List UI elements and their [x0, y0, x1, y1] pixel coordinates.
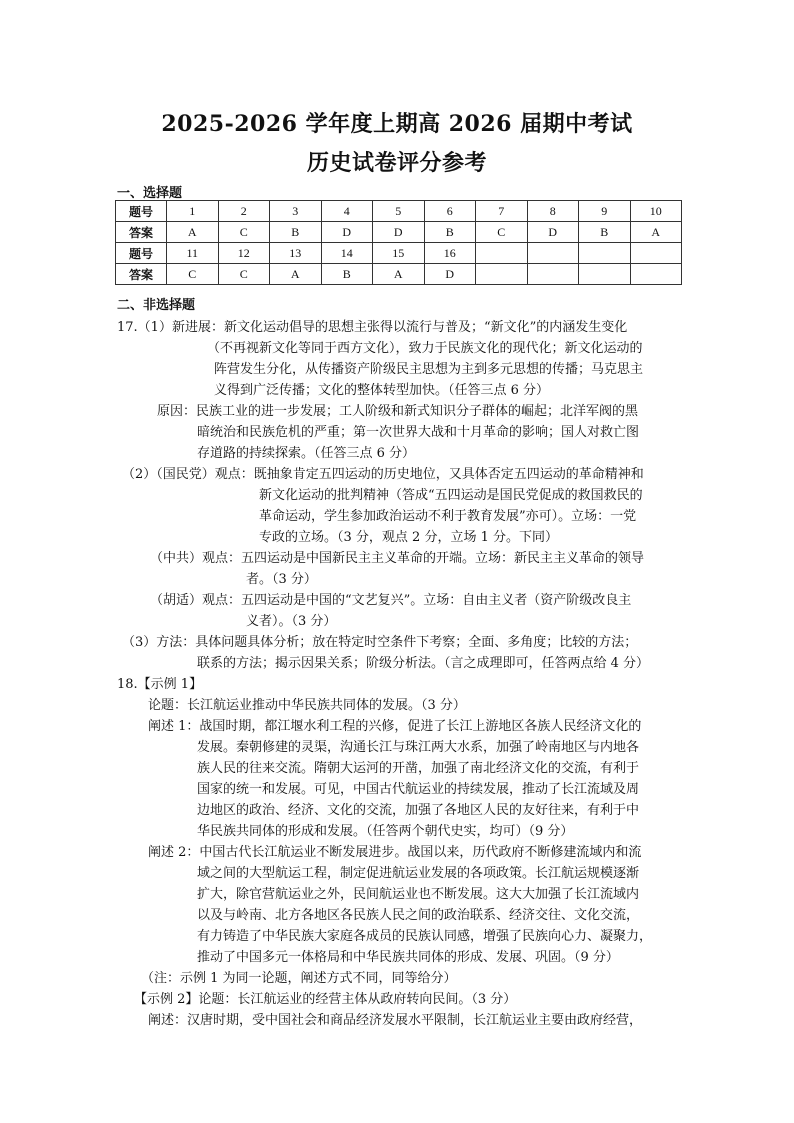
text-line: （中共）观点：五四运动是中国新民主主义革命的开端。立场：新民主主义革命的领导 — [150, 551, 645, 566]
table-cell — [579, 243, 631, 264]
text-line: 革命运动，学生参加政治运动不利于教育发展”亦可）。立场：一党 — [259, 509, 637, 524]
table-cell: A — [373, 264, 425, 285]
table-row-label: 题号 — [116, 243, 167, 264]
page-subtitle: 历史试卷评分参考 — [306, 150, 487, 176]
text-line: 推动了中国多元一体格局和中华民族共同体的形成、发展、巩固。（9 分） — [197, 950, 619, 965]
section-heading-choice: 一、选择题 — [117, 186, 183, 201]
page-title: 2025-2026 学年度上期高 2026 届期中考试 — [161, 111, 633, 137]
text-line: 者。（3 分） — [246, 572, 317, 587]
table-cell: B — [424, 222, 476, 243]
text-line: 【示例 2】论题：长江航运业的经营主体从政府转向民间。（3 分） — [134, 992, 517, 1007]
text-line: （注：示例 1 为同一论题，阐述方式不同，同等给分） — [141, 971, 457, 986]
text-line: （3）方法：具体问题具体分析；放在特定时空条件下考察；全面、多角度；比较的方法； — [122, 635, 638, 650]
table-cell: 9 — [579, 201, 631, 222]
table-cell — [527, 243, 579, 264]
text-line: （胡适）观点：五四运动是中国的“文艺复兴”。立场：自由主义者（资产阶级改良主 — [150, 593, 632, 608]
table-cell: B — [321, 264, 373, 285]
text-line: 华民族共同体的形成和发展。（任答两个朝代史实，均可）（9 分） — [197, 824, 574, 839]
table-cell: 1 — [167, 201, 219, 222]
table-cell: 2 — [218, 201, 270, 222]
text-line: 17.（1）新进展：新文化运动倡导的思想主张得以流行与普及；“新文化”的内涵发生变化 — [117, 320, 628, 335]
text-line: 义者）。（3 分） — [246, 614, 337, 629]
text-line: 18.【示例 1】 — [117, 677, 203, 692]
text-line: 新文化运动的批判精神（答成“五四运动是国民党促成的救国救民的 — [259, 488, 643, 503]
table-cell — [579, 264, 631, 285]
table-cell: 6 — [424, 201, 476, 222]
text-line: （2）（国民党）观点：既抽象肯定五四运动的历史地位，又具体否定五四运动的革命精神和 — [122, 467, 644, 482]
text-line: 原因：民族工业的进一步发展；工人阶级和新式知识分子群体的崛起；北洋军阀的黑 — [157, 404, 639, 419]
text-line: 边地区的政治、经济、文化的交流，加强了各地区人民的友好往来，有利于中 — [197, 803, 640, 818]
text-line: 阐述 2：中国古代长江航运业不断发展进步。战国以来，历代政府不断修建流域内和流 — [148, 845, 642, 860]
text-line: 存道路的持续探索。（任答三点 6 分） — [197, 446, 416, 461]
text-line: 义得到广泛传播；文化的整体转型加快。（任答三点 6 分） — [214, 383, 550, 398]
answer-table — [115, 200, 682, 285]
table-cell — [476, 243, 528, 264]
table-cell: D — [321, 222, 373, 243]
table-cell: A — [270, 264, 322, 285]
table-cell: 14 — [321, 243, 373, 264]
table-cell: C — [218, 264, 270, 285]
table-cell: B — [270, 222, 322, 243]
table-cell: 3 — [270, 201, 322, 222]
table-row-label: 题号 — [116, 201, 167, 222]
table-cell: 16 — [424, 243, 476, 264]
table-row — [116, 201, 682, 222]
text-line: 联系的方法；揭示因果关系；阶级分析法。（言之成理即可，任答两点给 4 分） — [197, 656, 650, 671]
table-cell: C — [218, 222, 270, 243]
text-line: 阐述：汉唐时期，受中国社会和商品经济发展水平限制，长江航运业主要由政府经营， — [148, 1013, 643, 1028]
text-line: （不再视新文化等同于西方文化），致力于民族文化的现代化；新文化运动的 — [207, 341, 643, 356]
section-heading-nonchoice: 二、非选择题 — [117, 298, 196, 313]
table-cell: D — [373, 222, 425, 243]
table-row — [116, 243, 682, 264]
table-cell: 4 — [321, 201, 373, 222]
text-line: 阵营发生分化，从传播资产阶级民主思想为主到多元思想的传播；马克思主 — [214, 362, 644, 377]
text-line: 阐述 1：战国时期，都江堰水利工程的兴修，促进了长江上游地区各族人民经济文化的 — [148, 719, 642, 734]
text-line: 域之间的大型航运工程，制定促进航运业发展的各项政策。长江航运规模逐渐 — [197, 866, 640, 881]
text-line: 国家的统一和发展。可见，中国古代航运业的持续发展，推动了长江流域及周 — [197, 782, 640, 797]
table-cell: C — [167, 264, 219, 285]
table-cell: A — [630, 222, 682, 243]
table-cell: 13 — [270, 243, 322, 264]
text-line: 论题：长江航运业推动中华民族共同体的发展。（3 分） — [148, 698, 466, 713]
table-cell: B — [579, 222, 631, 243]
text-line: 专政的立场。（3 分，观点 2 分，立场 1 分。下同） — [259, 530, 558, 545]
text-line: 有力铸造了中华民族大家庭各成员的民族认同感，增强了民族向心力、凝聚力， — [197, 929, 653, 944]
table-row — [116, 222, 682, 243]
table-row-label: 答案 — [116, 264, 167, 285]
text-line: 扩大，除官营航运业之外，民间航运业也不断发展。这大大加强了长江流域内 — [197, 887, 640, 902]
table-cell: 8 — [527, 201, 579, 222]
table-row — [116, 264, 682, 285]
table-cell: 7 — [476, 201, 528, 222]
table-cell: 10 — [630, 201, 682, 222]
table-cell: D — [527, 222, 579, 243]
table-cell: 11 — [167, 243, 219, 264]
table-cell: C — [476, 222, 528, 243]
table-cell — [630, 264, 682, 285]
text-line: 族人民的往来交流。隋朝大运河的开凿，加强了南北经济文化的交流，有利于 — [197, 761, 640, 776]
table-cell — [527, 264, 579, 285]
table-cell: 5 — [373, 201, 425, 222]
text-line: 暗统治和民族危机的严重；第一次世界大战和十月革命的影响；国人对救亡图 — [197, 425, 640, 440]
table-cell — [630, 243, 682, 264]
table-cell: A — [167, 222, 219, 243]
text-line: 以及与岭南、北方各地区各民族人民之间的政治联系、经济交往、文化交流， — [197, 908, 640, 923]
table-row-label: 答案 — [116, 222, 167, 243]
text-line: 发展。秦朝修建的灵渠，沟通长江与珠江两大水系，加强了岭南地区与内地各 — [197, 740, 640, 755]
table-cell: 12 — [218, 243, 270, 264]
table-cell: D — [424, 264, 476, 285]
table-cell: 15 — [373, 243, 425, 264]
table-cell — [476, 264, 528, 285]
